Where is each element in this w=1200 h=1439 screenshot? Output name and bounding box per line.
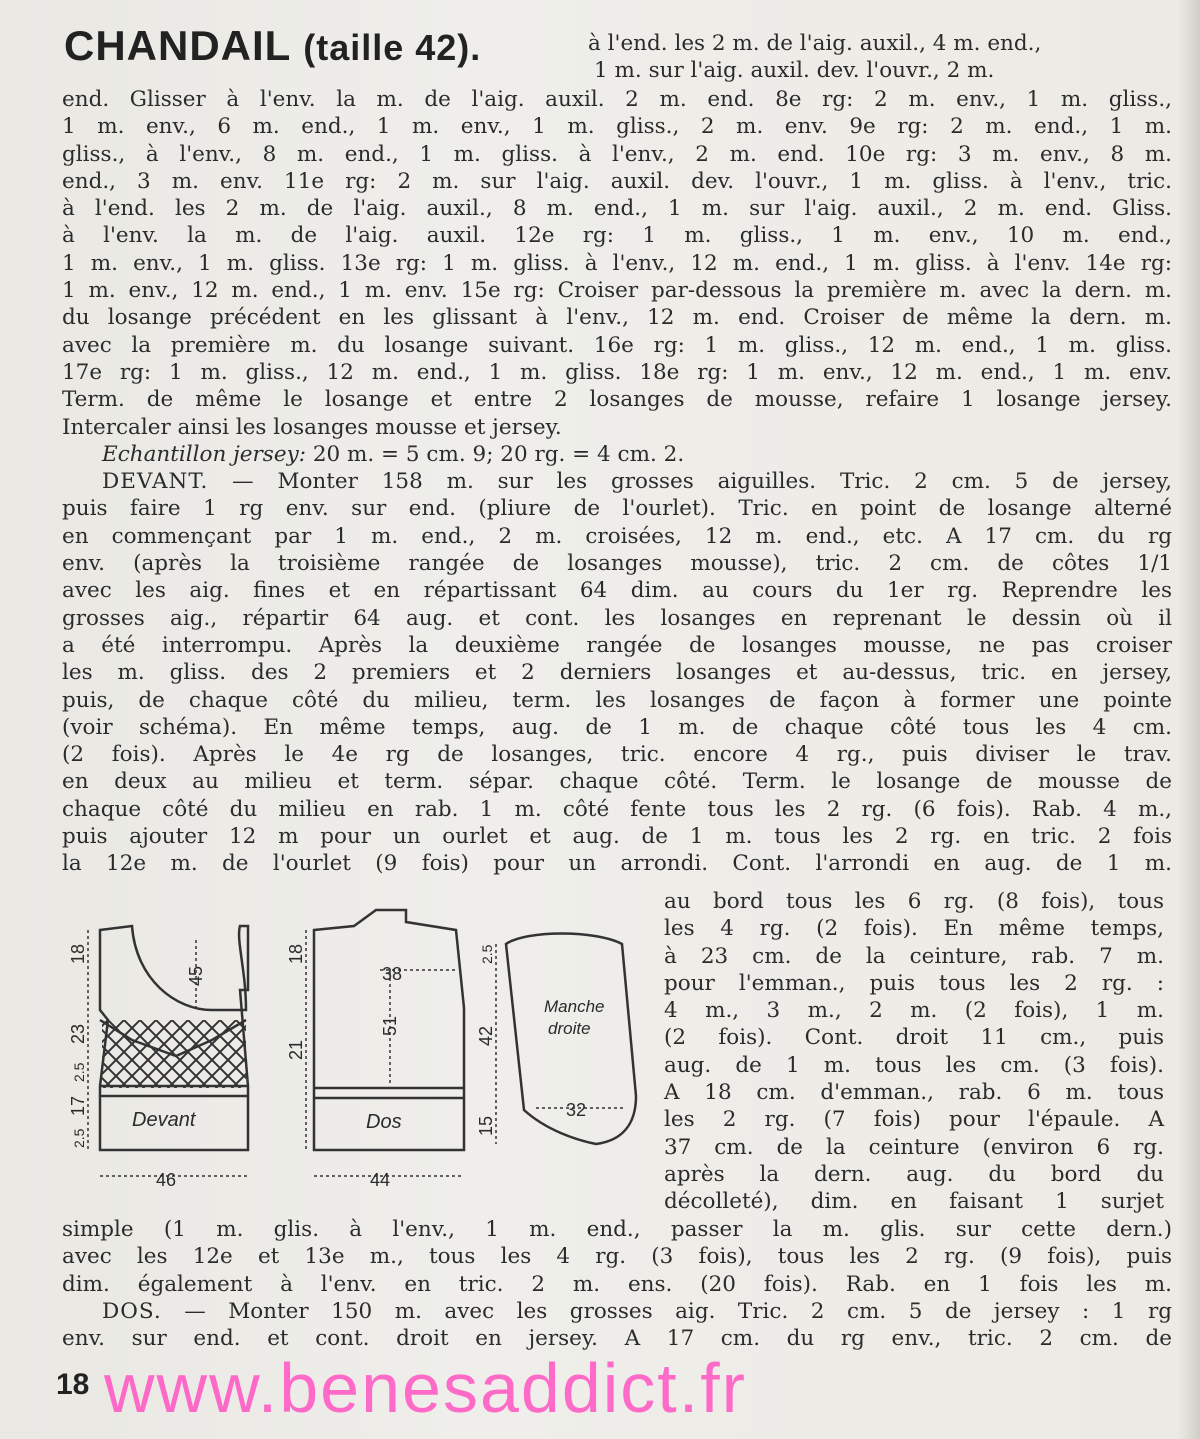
text-line: 37 cm. de la ceinture (environ 6 rg. xyxy=(664,1134,1164,1160)
devant-heading: DEVANT. xyxy=(102,469,209,495)
text-line: après la dern. aug. du bord du xyxy=(664,1161,1164,1187)
text-line: grosses aig., répartir 64 aug. et cont. les losanges en reprenant le dessin où il xyxy=(62,605,1172,631)
schema-diagram xyxy=(36,900,656,1210)
text-line: Term. de même le losange et entre 2 losanges de mousse, refaire 1 losange jersey. xyxy=(62,387,1172,413)
devant-first-line xyxy=(62,468,1172,495)
text-line: avec les 12e et 13e m., tous les 4 rg. (3 fois), tous les 2 rg. (9 fois), puis xyxy=(62,1244,1172,1270)
text-line: 1 m. sur l'aig. auxil. dev. l'ouvr., 2 m. xyxy=(594,58,995,83)
text-line: pour l'emman., puis tous les 2 rg. : xyxy=(664,970,1164,996)
text-line: simple (1 m. glis. à l'env., 1 m. end., passer la m. glis. sur cette dern.) xyxy=(62,1217,1172,1242)
text-line: a été interrompu. Après la deuxième rangée de losanges mousse, ne pas croiser xyxy=(62,632,1172,658)
pattern-title xyxy=(64,22,481,70)
text-line: les m. gliss. des 2 premiers et 2 derniers losanges et au-dessus, tric. en jersey, xyxy=(62,660,1172,686)
devant-h4-label: 17 xyxy=(68,1095,88,1116)
text-line: au bord tous les 6 rg. (8 fois), tous xyxy=(664,889,1164,914)
devant-label: Devant xyxy=(132,1109,196,1131)
text-line: à 23 cm. de la ceinture, rab. 7 m. xyxy=(664,943,1164,969)
text-line: gliss., à l'env., 8 m. end., 1 m. gliss. à l'env., 2 m. end. 10e rg: 3 m. env., 8 m. xyxy=(62,141,1172,167)
dos-label: Dos xyxy=(366,1111,402,1133)
text-line: 1 m. env., 1 m. gliss. 13e rg: 1 m. gliss. à l'env., 12 m. end., 1 m. gliss. à l'env. 14e rg: xyxy=(62,250,1172,276)
text-line: env. sur end. et cont. droit en jersey. A 17 cm. du rg env., tric. 2 cm. de xyxy=(62,1326,1172,1352)
text-line: à l'end. les 2 m. de l'aig. auxil., 8 m. end., 1 m. sur l'aig. auxil., 2 m. end. Gliss. xyxy=(62,196,1172,222)
text-line: (2 fois). Après le 4e rg de losanges, tric. encore 4 rg., puis diviser le trav. xyxy=(62,742,1172,768)
text-line: 4 m., 3 m., 2 m. (2 fois), 1 m. xyxy=(664,998,1164,1024)
watermark: www.benesaddict.fr xyxy=(104,1349,747,1427)
text-line: puis ajouter 12 m pour un ourlet et aug. de 1 m. tous les 2 rg. en tric. 2 fois xyxy=(62,824,1172,850)
dos-heading: DOS. xyxy=(102,1298,162,1324)
text-line: 17e rg: 1 m. gliss., 12 m. end., 1 m. gliss. 18e rg: 1 m. env., 12 m. end., 1 m. env. xyxy=(62,359,1172,385)
devant-end-text xyxy=(62,1216,1172,1352)
text-line: — Monter 150 m. avec les grosses aig. Tric. 2 cm. 5 de jersey : 1 rg xyxy=(184,1298,1172,1324)
devant-h3-label: 2.5 xyxy=(71,1062,87,1082)
text-line: du losange précédent en les glissant à l'env., 12 m. end. Croiser de même la dern. m. xyxy=(62,305,1172,331)
manche-label-2: droite xyxy=(548,1019,591,1038)
text-line: — Monter 158 m. sur les grosses aiguilles. Tric. 2 cm. 5 de jersey, xyxy=(232,469,1172,495)
text-line: en deux au milieu et term. sépar. chaque côté. Term. le losange de mousse de xyxy=(62,769,1172,795)
text-line: end. Glisser à l'env. la m. de l'aig. auxil. 2 m. end. 8e rg: 2 m. env., 1 m. gliss., xyxy=(62,87,1172,112)
text-line: A 18 cm. d'emman., rab. 6 m. tous xyxy=(664,1080,1164,1106)
text-line: (2 fois). Cont. droit 11 cm., puis xyxy=(664,1025,1164,1051)
title-main: CHANDAIL xyxy=(64,22,291,69)
devant-width-label: 46 xyxy=(156,1170,177,1190)
text-line: à l'env. la m. de l'aig. auxil. 12e rg: 1 m. gliss., 1 m. env., 10 m. end., xyxy=(62,223,1172,249)
gauge-label: Echantillon jersey: xyxy=(102,441,306,467)
devant-h5-label: 2.5 xyxy=(71,1128,87,1148)
text-line: les 2 rg. (7 fois) pour l'épaule. A xyxy=(664,1107,1164,1133)
text-line: chaque côté du milieu en rab. 1 m. côté fente tous les 2 rg. (6 fois). Rab. 4 m., xyxy=(62,796,1172,822)
text-line: la 12e m. de l'ourlet (9 fois) pour un arrondi. Cont. l'arrondi en aug. de 1 m. xyxy=(62,851,1172,877)
manche-width-label: 32 xyxy=(566,1100,587,1120)
text-line: Intercaler ainsi les losanges mousse et jersey. xyxy=(62,414,562,440)
title-size: (taille 42). xyxy=(303,27,482,68)
dos-shoulder-label: 38 xyxy=(382,964,403,984)
text-line: (voir schéma). En même temps, aug. de 1 m. de chaque côté tous les 4 cm. xyxy=(62,714,1172,740)
text-line: end., 3 m. env. 11e rg: 2 m. sur l'aig. auxil. dev. l'ouvr., 1 m. gliss. à l'env., tric. xyxy=(62,168,1172,194)
text-line: avec la première m. du losange suivant. 16e rg: 1 m. gliss., 12 m. end., 1 m. gliss. xyxy=(62,332,1172,358)
stitch-instructions xyxy=(62,86,1172,878)
text-line: en commençant par 1 m. end., 2 m. croisées, 12 m. end., etc. A 17 cm. du rg xyxy=(62,523,1172,549)
manche-cuff-label: 15 xyxy=(476,1115,496,1136)
text-line: aug. de 1 m. tous les cm. (3 fois). xyxy=(664,1052,1164,1078)
text-line: les 4 rg. (2 fois). En même temps, xyxy=(664,916,1164,942)
page-number: 18 xyxy=(56,1368,90,1401)
text-line: décolleté), dim. en faisant 1 surjet xyxy=(664,1189,1164,1215)
devant-neck-label: 45 xyxy=(186,965,206,986)
text-line: env. (après la troisième rangée de losanges mousse), tric. 2 cm. de côtes 1/1 xyxy=(62,551,1172,577)
text-line: 1 m. env., 6 m. end., 1 m. env., 1 m. gliss., 2 m. env. 9e rg: 2 m. end., 1 m. xyxy=(62,114,1172,140)
manche-length-label: 42 xyxy=(476,1025,496,1046)
devant-side-text xyxy=(664,888,1164,1216)
text-line: 1 m. env., 12 m. end., 1 m. env. 15e rg: Croiser par-dessous la première m. avec la dern. m. xyxy=(62,278,1172,304)
gauge-line xyxy=(62,441,1172,468)
dos-body-label: 51 xyxy=(380,1015,400,1036)
text-line: avec les aig. fines et en répartissant 64 dim. au cours du 1er rg. Reprendre les xyxy=(62,578,1172,604)
devant-h2-label: 23 xyxy=(68,1023,88,1044)
devant-h1-label: 18 xyxy=(68,943,88,964)
page-edge-shadow xyxy=(1178,0,1200,1439)
dos-h2-label: 21 xyxy=(286,1039,306,1060)
text-line: dim. également à l'env. en tric. 2 m. ens. (20 fois). Rab. en 1 fois les m. xyxy=(62,1271,1172,1297)
text-line: puis, de chaque côté du milieu, term. les losanges de façon à former une pointe xyxy=(62,687,1172,713)
title-side-text xyxy=(588,30,1148,84)
manche-label-1: Manche xyxy=(544,997,605,1016)
text-line: à l'end. les 2 m. de l'aig. auxil., 4 m. end., xyxy=(588,31,1042,56)
dos-width-label: 44 xyxy=(370,1170,391,1190)
manche-top-label: 2.5 xyxy=(479,944,495,964)
dos-h1-label: 18 xyxy=(286,943,306,964)
text-line: puis faire 1 rg env. sur end. (pliure de l'ourlet). Tric. en point de losange alterné xyxy=(62,496,1172,522)
gauge-value: 20 m. = 5 cm. 9; 20 rg. = 4 cm. 2. xyxy=(312,441,685,467)
dos-first-line xyxy=(62,1298,1172,1325)
